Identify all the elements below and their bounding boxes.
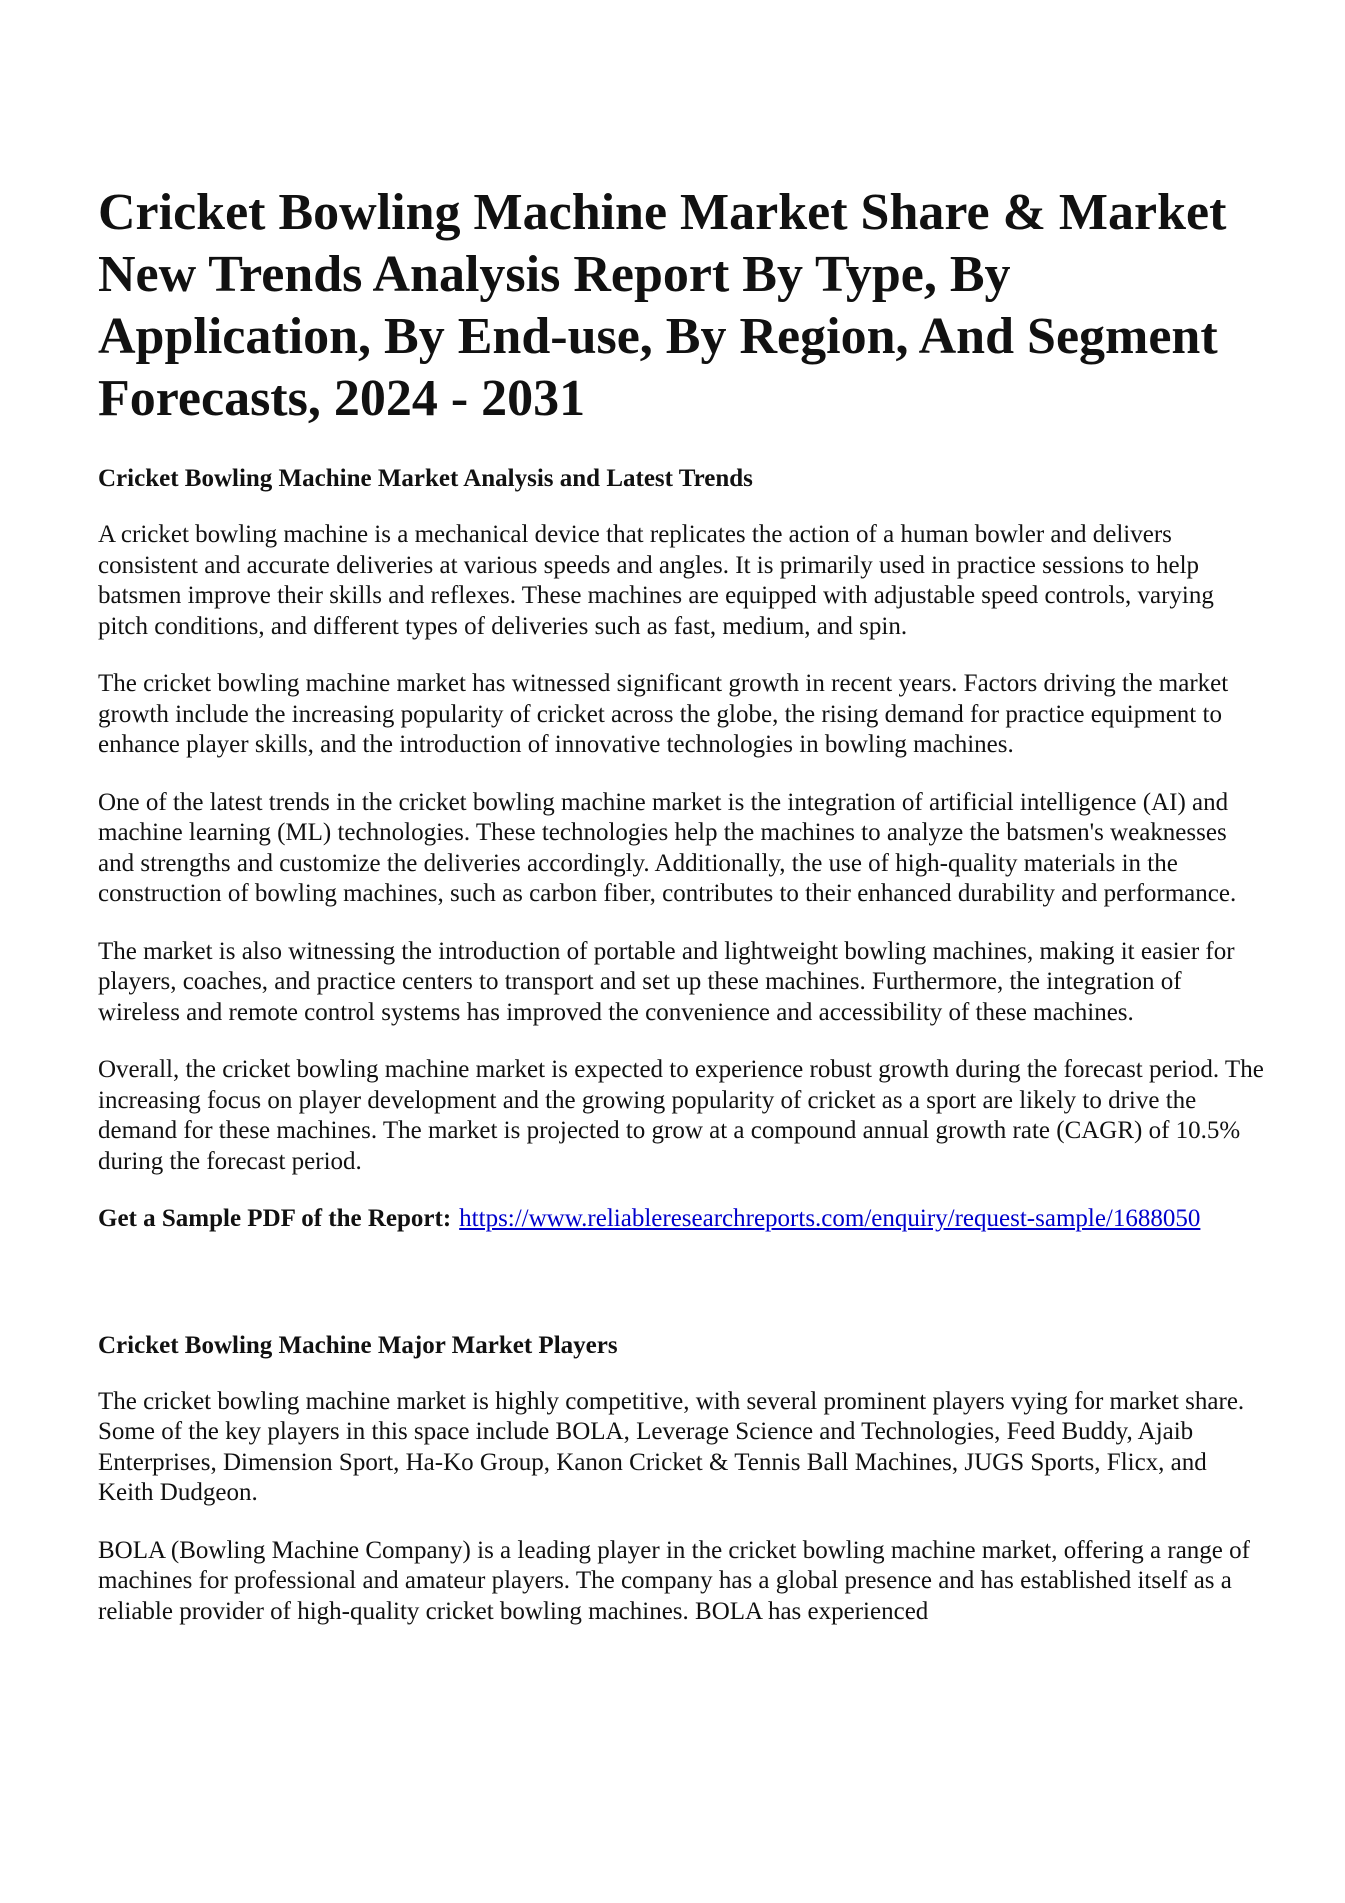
paragraph-forecast: Overall, the cricket bowling machine market is expected to experience robust growth during the forecast period. The increasing focus on player development and the growing popularity of cricket as a sport are likely to drive the demand for these machines. The market is projected to grow at a compound annual growth rate (CAGR) of 10.5% during the forecast period. (98, 1056, 1264, 1175)
section-heading-trends: Cricket Bowling Machine Market Analysis and Latest Trends (98, 465, 753, 492)
report-title: Cricket Bowling Machine Market Share & Market New Trends Analysis Report By Type, By Application, By End-use, By Region, And Segment Forecasts, 2024 - 2031 (98, 184, 1227, 427)
sample-pdf-label: Get a Sample PDF of the Report: (98, 1205, 452, 1232)
section-spacer (98, 1235, 1268, 1331)
sample-pdf-link[interactable]: https://www.reliableresearchreports.com/enquiry/request-sample/1688050 (459, 1205, 1201, 1232)
paragraph-portable-machines: The market is also witnessing the introduction of portable and lightweight bowling machines, making it easier for players, coaches, and practice centers to transport and set up these machines. Furthermore, the integration of wireless and remote control systems has improved the convenience and accessibility of these machines. (98, 937, 1235, 1026)
section-heading-players: Cricket Bowling Machine Major Market Players (98, 1331, 618, 1359)
paragraph-market-growth: The cricket bowling machine market has witnessed significant growth in recent years. Factors driving the market growth include the increasing popularity of cricket across the globe, the rising demand for practice equipment to enhance player skills, and the introduction of innovative technologies in bowling machines. (98, 670, 1229, 758)
document-page (98, 182, 1268, 1654)
paragraph-bola: BOLA (Bowling Machine Company) is a leading player in the cricket bowling machine market, offering a range of machines for professional and amateur players. The company has a global presence and has established itself as a reliable provider of high-quality cricket bowling machines. BOLA has experienced (98, 1536, 1250, 1625)
paragraph-definition: A cricket bowling machine is a mechanical device that replicates the action of a human bowler and delivers consistent and accurate deliveries at various speeds and angles. It is primarily used in practice sessions to help batsmen improve their skills and reflexes. These machines are equipped with adjustable speed controls, varying pitch conditions, and different types of deliveries such as fast, medium, and spin. (98, 521, 1214, 640)
sample-pdf-line (98, 1204, 1268, 1235)
paragraph-key-players: The cricket bowling machine market is highly competitive, with several prominent players vying for market share. Some of the key players in this space include BOLA, Leverage Science and Technologies, Feed Buddy, Ajaib Enterprises, Dimension Sport, Ha-Ko Group, Kanon Cricket & Tennis Ball Machines, JUGS Sports, Flicx, and Keith Dudgeon. (98, 1387, 1245, 1506)
paragraph-ai-trends: One of the latest trends in the cricket bowling machine market is the integration of artificial intelligence (AI) and machine learning (ML) technologies. These technologies help the machines to analyze the batsmen's weaknesses and strengths and customize the deliveries accordingly. Additionally, the use of high-quality materials in the construction of bowling machines, such as carbon fiber, contributes to their enhanced durability and performance. (98, 788, 1237, 907)
